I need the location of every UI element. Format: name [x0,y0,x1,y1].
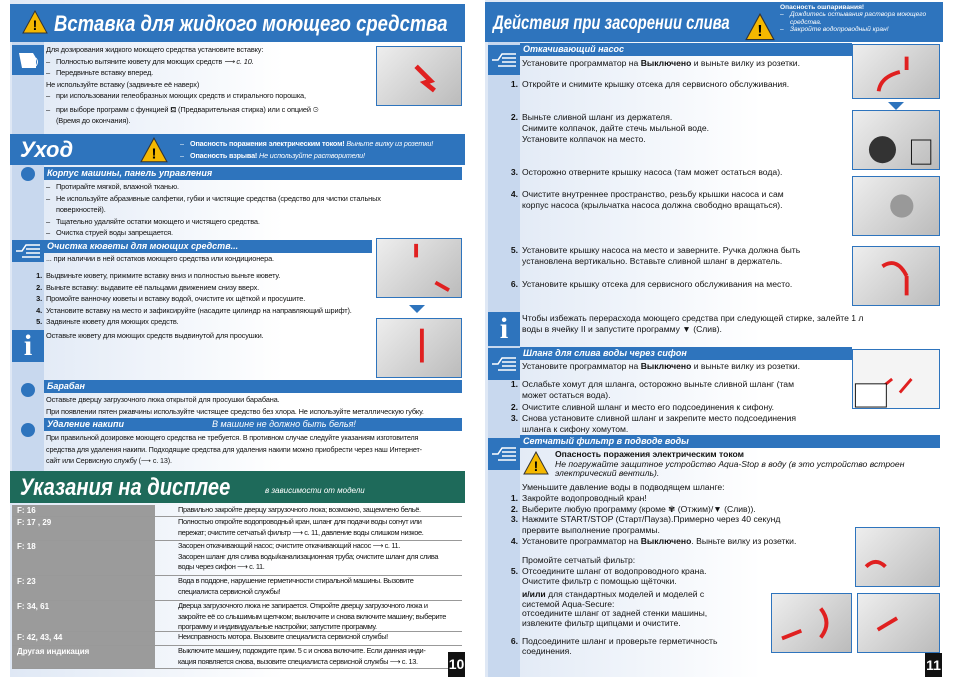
page-number: 10 [448,652,465,677]
table-row [12,505,462,517]
list-item: – Очистка струей воды запрещается. [46,227,381,239]
table-row [12,576,462,601]
svg-text:!: ! [151,145,157,163]
pump-cover-illustration [852,176,940,236]
warning-icon [22,10,48,34]
step: 2. Очистите сливной шланг и место его подсоединения к сифону. [504,402,774,413]
step: 1. Ослабьте хомут для шланга, осторожно выньте сливной шланг (там может остаться вода). [504,379,794,401]
drain-hose-illustration [852,110,940,170]
step: 4. Установите вставку на место и зафиксируйте (насадите цилиндр на направляющий шрифт). [36,305,352,315]
table-row [12,517,462,541]
care-warnings [180,138,433,161]
drawer-intro: ... при наличии в ней остатков моющего средства или кондиционера. [46,254,274,263]
step: 2. Выньте сливной шланг из держателя. Снимите колпачок, дайте стечь мыльной воде. Установите колпачок на место. [504,112,709,144]
hand-pointer-icon [488,438,520,470]
back-hose-illustration [771,593,852,653]
filter-warning: Опасность поражения электрическим током Не погружайте защитное устройство Aqua-Stop в воду (в это устройство встроен электрический вентиль). [555,449,905,479]
display-header [10,471,465,503]
liquid-detergent-icon [12,45,44,75]
arrow-down-icon [888,102,904,110]
step-number: 3. [510,413,518,423]
descale-text: При правильной дозировке моющего средства не требуется. В противном случае следуйте указаниям изготовителя средства для удаления накипи. Подходящие средства для удаления накипи можно приобрести через наш Интернет- сайт или Сервисную службу (⟶ с. 13). [46,433,422,465]
section-bar-descale: Удаление накипи В машине не должно быть белья! [44,418,462,431]
step: 3. Снова установите сливной шланг и закрепите место подсоединения шланга к сифону хомутом. [504,413,796,435]
warning-icon [745,13,775,40]
step: 3. Нажмите START/STOP (Старт/Пауза).Примерно через 40 секунд прервите выполнение программы. [510,514,781,536]
error-description: Дверца загрузочного люка не запирается. Откройте дверцу загрузочного люка и закройте её со слышимым щелчком; выключите и снова включите машину; выберите программу и индивидуальные настройки; запустите программу. [178,601,446,631]
bullet-circle-icon [21,167,35,181]
step-number: 3. [510,167,518,177]
step-number: 2. [510,112,518,122]
step: 2. Выберите любую программу (кроме ✾ (Отжим)/▼ (Слив)). [510,503,756,514]
display-title: Указания на дисплее [20,474,231,501]
page-number: 11 [925,653,942,677]
step: 5. Задвиньте кювету для моющих средств. [36,317,179,326]
error-code: F: 16 [12,505,155,516]
section-bar-pump: Откачивающий насос [520,43,852,56]
insert-instructions [46,44,318,127]
page-title: Действия при засорении слива [493,13,730,34]
bullet-circle-icon [21,423,35,437]
list-item: – Тщательно удаляйте остатки моющего и чистящего средства. [46,216,381,228]
scald-warning: Опасность ошпаривания! – Дождитесь остывания раствора моющего средства. – Закройте водопроводный кран! [780,4,940,34]
insert-step: – Полностью вытяните кювету для моющих средств ⟶ с. 10. [46,56,318,68]
step-number: 2. [510,402,518,412]
step: 2. Выньте вставку: выдавите её пальцами движением снизу вверх. [36,282,260,292]
section-bar-drawer: Очистка кюветы для моющих средств... [44,240,372,253]
warning-icon [140,137,168,163]
step-number: 1. [510,379,518,389]
error-code: F: 18 [12,541,155,575]
pump-intro: Установите программатор на Выключено и выньте вилку из розетки. [522,58,800,68]
list-item: – Протирайте мягкой, влажной тканью. [46,181,381,193]
insert-case-cont: (Время до окончания). [56,116,131,125]
error-description: Вода в поддоне, нарушение герметичности стиральной машины. Вызовите специалиста сервисной службы! [178,576,414,596]
section-bar-drum: Барабан [44,380,462,393]
svg-text:!: ! [533,458,539,474]
step: 1. Закройте водопроводный кран! [510,492,647,503]
step: 4. Установите программатор на Выключено. Выньте вилку из розетки. [510,535,797,546]
table-row [12,601,462,632]
page-title: Вставка для жидкого моющего средства [54,11,448,36]
error-code: Другая индикация [12,646,155,668]
section-bar-body: Корпус машины, панель управления [44,167,462,180]
filter-pliers-illustration [857,593,940,653]
step: 5. Отсоедините шланг от водопроводного крана. Очистите фильтр с помощью щёточки. [510,565,707,587]
step: 4. Очистите внутреннее пространство, резьбу крышки насоса и сам корпус насоса (крыльчатка насоса должна свободно вращаться). [504,189,784,211]
insert-intro: Для дозирования жидкого моющего средства установите вставку: [46,45,264,54]
step: 5. Установите крышку насоса на место и заверните. Ручка должна быть установлена вертикально. Вставьте сливной шланг в держатель. [504,245,800,267]
error-description: Полностью откройте водопроводный кран, шланг для подачи воды согнут или пережат; очистите сетчатый фильтр ⟶ с. 11, давление воды слишком низкое. [178,517,424,537]
table-row [12,632,462,646]
care-warning: – Опасность поражения электрическим током! Выньте вилку из розетки! [180,138,433,150]
left-header [10,4,465,42]
step: 6. Установите крышку отсека для сервисного обслуживания на место. [504,279,792,290]
warning-icon [523,451,549,475]
insert-case: – при использовании гелеобразных моющих средств и стирального порошка, [46,90,318,102]
svg-text:!: ! [757,22,763,41]
insert-step: – Передвиньте вставку вперед. [46,67,318,79]
error-code: F: 42, 43, 44 [12,632,155,645]
list-item: – Не используйте абразивные салфетки, губки и чистящие средства (средство для чистки стальных [46,193,381,205]
tap-filter-illustration [855,527,940,587]
drum-text: Оставьте дверцу загрузочного люка открытой для просушки барабана. При появлении пятен ржавчины используйте чистящее средство без хлора. Не используйте металлическую губку. [46,395,424,416]
step-number: 1. [510,79,518,89]
alternative: и/или для стандартных моделей и моделей с системой Aqua-Secure: отсоедините шланг от задней стенки машины, извлеките фильтр щипцами и очистите. [522,589,708,628]
care-header [10,134,465,165]
hand-pointer-icon [488,348,520,380]
care-title: Уход [20,137,74,162]
section-bar-siphon: Шланг для слива воды через сифон [520,347,852,360]
drawer-steps [28,270,378,328]
step: 1. Выдвиньте кювету, прижмите вставку вниз и полностью выньте кювету. [36,271,281,280]
siphon-intro: Установите программатор на Выключено и выньте вилку из розетки. [522,361,800,371]
bullet-circle-icon [21,383,35,397]
step: 3. Осторожно отверните крышку насоса (там может остаться вода). [504,167,782,178]
filter-rinse: Промойте сетчатый фильтр: [522,554,636,565]
service-cover-illustration [852,44,940,99]
body-care-list [46,181,381,239]
step: 1. Откройте и снимите крышку отсека для сервисного обслуживания. [504,79,789,90]
pump-close-illustration [852,246,940,306]
list-item-cont: поверхностей). [56,205,106,214]
svg-text:!: ! [32,17,38,33]
info-icon: i [12,330,44,362]
step-number: 5. [510,245,518,255]
drawer-illustration [376,238,462,298]
right-header [485,2,943,42]
error-code: F: 17 , 29 [12,517,155,540]
insert-case: – при выборе программ с функцией ⛾ (Предварительная стирка) или с опцией ⏲ [46,104,318,116]
page-ref-link[interactable]: ⟶ с. 10 [224,56,252,66]
error-code: F: 23 [12,576,155,600]
step: 6. Подсоедините шланг и проверьте герметичность соединения. [510,635,718,657]
insert-not-use: Не используйте вставку (задвиньте её наверх) [46,79,200,89]
info-icon: i [488,312,520,346]
error-description: Засорен откачивающий насос; очистите откачивающий насос ⟶ с. 11. Засорен шланг для слива воды/канализационная труба; очистите шланг для слива воды через сифон ⟶ с. 11. [178,541,439,571]
error-description: Выключите машину, подождите прим. 5 с и снова включите. Если данная инди- кация появляется снова, вызовите специалиста сервисной службы ⟶ с. 13. [178,646,426,666]
filter-reduce: Уменьшите давление воды в подводящем шланге: [522,482,725,492]
step-number: 4. [510,189,518,199]
arrow-down-icon [409,305,425,313]
step: 3. Промойте ванночку кюветы и вставку водой, очистите их щёткой и просушите. [36,294,306,303]
step-number: 6. [510,279,518,289]
drawer-info: Оставьте кювету для моющих средств выдвинутой для просушки. [46,331,264,340]
table-row [12,541,462,576]
siphon-illustration [852,349,940,409]
care-warning: – Опасность взрыва! Не используйте растворители! [180,150,433,162]
error-description: Правильно закройте дверцу загрузочного люка; возможно, защемлено бельё. [178,505,421,514]
table-row [12,646,462,669]
hand-pointer-icon [12,240,44,262]
insert-removal-illustration [376,318,462,378]
display-subtitle: в зависимости от модели [265,486,365,495]
error-code: F: 34, 61 [12,601,155,631]
error-description: Неисправность мотора. Вызовите специалиста сервисной службы! [178,632,388,641]
section-bar-filter: Сетчатый фильтр в подводе воды [520,435,940,448]
insert-illustration [376,46,462,106]
info-text: Чтобы избежать перерасхода моющего средства при следующей стирке, залейте 1 л воды в ячейку II и запустите программу ▼ (Слив). [522,313,864,334]
hand-pointer-icon [488,45,520,75]
